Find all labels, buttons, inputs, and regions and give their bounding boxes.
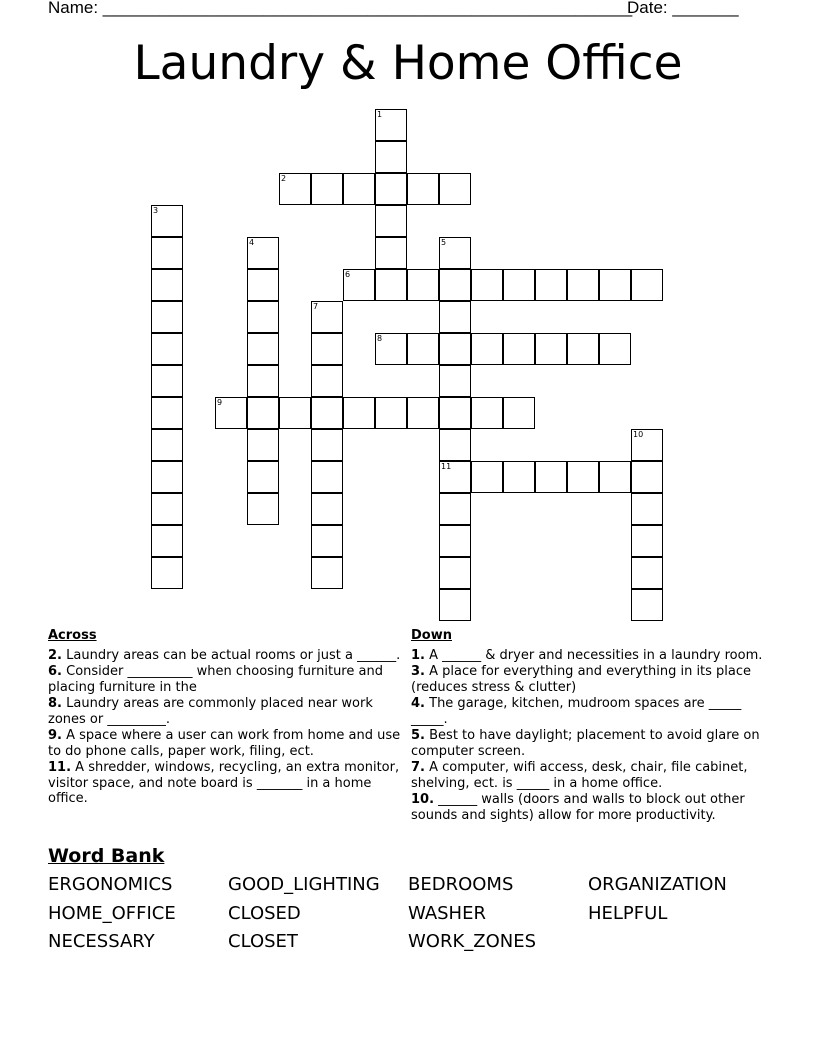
clue-number: 8	[377, 334, 383, 343]
grid-cell[interactable]	[279, 173, 311, 205]
clue-number: 6	[345, 270, 351, 279]
grid-cell[interactable]	[311, 557, 343, 589]
grid-cell[interactable]	[215, 397, 247, 429]
clue-down-4: 4. The garage, kitchen, mudroom spaces are _____ _____.	[411, 696, 742, 727]
grid-cell[interactable]	[151, 365, 183, 397]
word-bank-item: CLOSET	[228, 931, 298, 952]
down-clues	[411, 628, 773, 824]
grid-cell[interactable]	[503, 397, 535, 429]
grid-cell[interactable]	[343, 397, 375, 429]
grid-cell[interactable]	[407, 173, 439, 205]
clue-across-9: 9. A space where a user can work from home and use to do phone calls, paper work, filing, ect.	[48, 728, 401, 759]
grid-cell[interactable]	[247, 429, 279, 461]
grid-cell[interactable]	[375, 237, 407, 269]
clue-down-7: 7. A computer, wifi access, desk, chair, file cabinet, shelving, ect. is _____ in a home office.	[411, 760, 748, 791]
word-bank-item: HELPFUL	[588, 903, 668, 924]
grid-cell[interactable]	[247, 301, 279, 333]
grid-cell[interactable]	[631, 429, 663, 461]
grid-cell[interactable]	[439, 301, 471, 333]
grid-cell[interactable]	[279, 397, 311, 429]
grid-cell[interactable]	[439, 461, 471, 493]
clue-across-6: 6. Consider __________ when choosing furniture and placing furniture in the	[48, 664, 383, 695]
grid-cell[interactable]	[471, 397, 503, 429]
word-bank-item: GOOD_LIGHTING	[228, 874, 380, 895]
clue-number: 9	[217, 398, 223, 407]
clue-down-5: 5. Best to have daylight; placement to avoid glare on computer screen.	[411, 728, 760, 759]
down-heading: Down	[411, 628, 452, 643]
clue-across-2: 2. Laundry areas can be actual rooms or just a ______.	[48, 647, 401, 663]
grid-cell[interactable]	[311, 365, 343, 397]
grid-cell[interactable]	[439, 269, 471, 301]
word-bank-item: WASHER	[408, 903, 486, 924]
grid-cell[interactable]	[311, 173, 343, 205]
grid-cell[interactable]	[151, 269, 183, 301]
grid-cell[interactable]	[311, 525, 343, 557]
grid-cell[interactable]	[439, 333, 471, 365]
grid-cell[interactable]	[151, 301, 183, 333]
grid-cell[interactable]	[407, 269, 439, 301]
grid-cell[interactable]	[151, 461, 183, 493]
grid-cell[interactable]	[375, 397, 407, 429]
grid-cell[interactable]	[375, 141, 407, 173]
grid-cell[interactable]	[407, 333, 439, 365]
clue-number: 1	[377, 110, 383, 119]
grid-cell[interactable]	[375, 109, 407, 141]
grid-cell[interactable]	[247, 333, 279, 365]
grid-cell[interactable]	[151, 333, 183, 365]
grid-cell[interactable]	[311, 397, 343, 429]
grid-cell[interactable]	[503, 269, 535, 301]
word-bank-item: ERGONOMICS	[48, 874, 173, 895]
grid-cell[interactable]	[311, 333, 343, 365]
grid-cell[interactable]	[439, 525, 471, 557]
clue-across-8: 8. Laundry areas are commonly placed near work zones or _________.	[48, 696, 373, 727]
grid-cell[interactable]	[567, 333, 599, 365]
clue-down-1: 1. A ______ & dryer and necessities in a laundry room.	[411, 647, 763, 663]
across-heading: Across	[48, 628, 97, 643]
clue-number: 7	[313, 302, 319, 311]
grid-cell[interactable]	[631, 525, 663, 557]
across-clues	[48, 628, 402, 808]
word-bank-item: CLOSED	[228, 903, 301, 924]
grid-cell[interactable]	[439, 237, 471, 269]
grid-cell[interactable]	[535, 269, 567, 301]
grid-cell[interactable]	[535, 461, 567, 493]
grid-cell[interactable]	[407, 397, 439, 429]
date-field-label[interactable]: Date: _______	[627, 0, 739, 17]
grid-cell[interactable]	[151, 237, 183, 269]
grid-cell[interactable]	[599, 461, 631, 493]
word-bank-item: HOME_OFFICE	[48, 903, 176, 924]
word-bank-item: BEDROOMS	[408, 874, 514, 895]
clue-down-3: 3. A place for everything and everything in its place (reduces stress & clutter)	[411, 664, 752, 695]
grid-cell[interactable]	[247, 397, 279, 429]
grid-cell[interactable]	[631, 493, 663, 525]
grid-cell[interactable]	[311, 429, 343, 461]
grid-cell[interactable]	[343, 269, 375, 301]
page-title: Laundry & Home Office	[133, 36, 683, 91]
clue-number: 4	[249, 238, 255, 247]
grid-cell[interactable]	[311, 301, 343, 333]
clue-number: 11	[441, 462, 452, 471]
grid-cell[interactable]	[151, 205, 183, 237]
grid-cell[interactable]	[599, 269, 631, 301]
grid-cell[interactable]	[631, 589, 663, 621]
clue-number: 3	[153, 206, 159, 215]
grid-cell[interactable]	[439, 493, 471, 525]
grid-cell[interactable]	[471, 461, 503, 493]
grid-cell[interactable]	[151, 557, 183, 589]
clue-across-11: 11. A shredder, windows, recycling, an extra monitor, visitor space, and note board is _______ in a home office.	[48, 760, 400, 806]
grid-cell[interactable]	[599, 333, 631, 365]
grid-cell[interactable]	[247, 461, 279, 493]
grid-cell[interactable]	[247, 365, 279, 397]
grid-cell[interactable]	[631, 557, 663, 589]
grid-cell[interactable]	[375, 333, 407, 365]
word-bank-title: Word Bank	[48, 845, 165, 867]
grid-cell[interactable]	[439, 173, 471, 205]
grid-cell[interactable]	[311, 493, 343, 525]
clue-number: 10	[633, 430, 644, 439]
grid-cell[interactable]	[471, 333, 503, 365]
grid-cell[interactable]	[375, 205, 407, 237]
grid-cell[interactable]	[311, 461, 343, 493]
grid-cell[interactable]	[631, 461, 663, 493]
grid-cell[interactable]	[247, 269, 279, 301]
grid-cell[interactable]	[439, 365, 471, 397]
grid-cell[interactable]	[247, 237, 279, 269]
grid-cell[interactable]	[567, 269, 599, 301]
grid-cell[interactable]	[439, 589, 471, 621]
clue-number: 2	[281, 174, 287, 183]
grid-cell[interactable]	[503, 461, 535, 493]
grid-cell[interactable]	[535, 333, 567, 365]
grid-cell[interactable]	[151, 429, 183, 461]
grid-cell[interactable]	[567, 461, 599, 493]
grid-cell[interactable]	[471, 269, 503, 301]
grid-cell[interactable]	[151, 493, 183, 525]
grid-cell[interactable]	[247, 493, 279, 525]
word-bank-item: NECESSARY	[48, 931, 155, 952]
grid-cell[interactable]	[375, 173, 407, 205]
word-bank-item: WORK_ZONES	[408, 931, 537, 952]
grid-cell[interactable]	[439, 429, 471, 461]
name-field-label[interactable]: Name: ________________________________________________________	[48, 0, 633, 17]
grid-cell[interactable]	[503, 333, 535, 365]
clue-number: 5	[441, 238, 447, 247]
grid-cell[interactable]	[151, 397, 183, 429]
clue-down-10: 10. ______ walls (doors and walls to block out other sounds and sights) allow for more productivity.	[411, 792, 745, 823]
grid-cell[interactable]	[439, 397, 471, 429]
grid-cell[interactable]	[631, 269, 663, 301]
grid-cell[interactable]	[343, 173, 375, 205]
word-bank-item: ORGANIZATION	[588, 874, 727, 895]
grid-cell[interactable]	[375, 269, 407, 301]
grid-cell[interactable]	[439, 557, 471, 589]
grid-cell[interactable]	[151, 525, 183, 557]
